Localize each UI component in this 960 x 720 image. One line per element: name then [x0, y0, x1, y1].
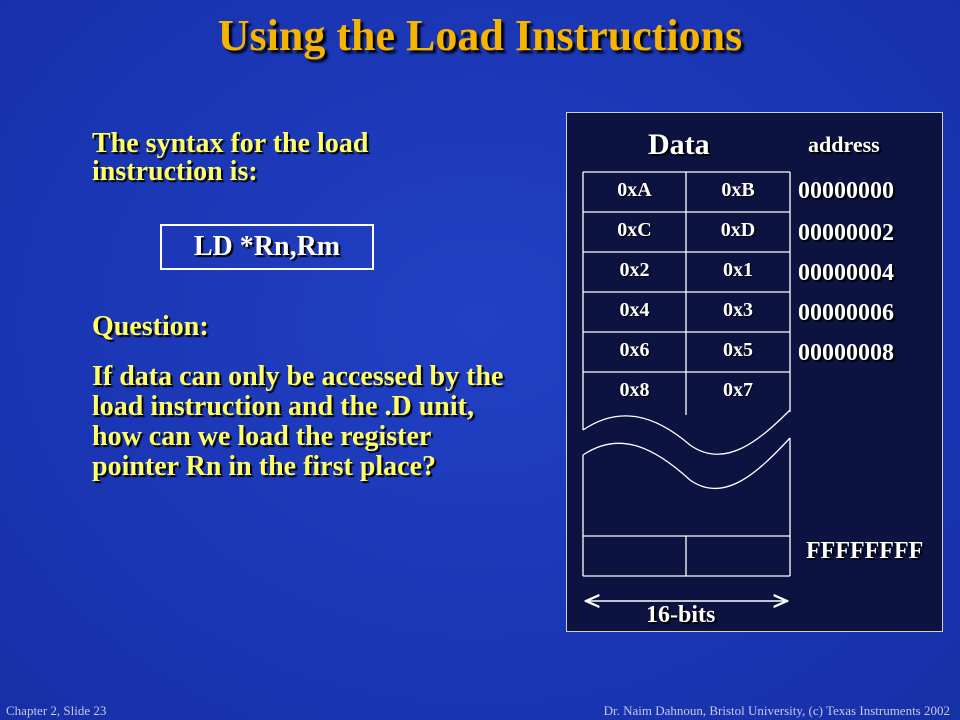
memory-address: 00000006 [798, 300, 894, 326]
memory-address: 00000002 [798, 220, 894, 246]
memory-cell-high-byte: 0xA [617, 179, 652, 201]
memory-cell-low-byte: 0x3 [723, 299, 753, 321]
memory-address: 00000000 [798, 178, 894, 204]
memory-cell-low-byte: 0x7 [723, 379, 753, 401]
memory-cell-low-byte: 0x5 [723, 339, 753, 361]
last-memory-address: FFFFFFFF [806, 538, 924, 564]
memory-cell-low-byte: 0x1 [723, 259, 753, 281]
memory-cell-low-byte: 0xB [721, 179, 755, 201]
memory-cell-high-byte: 0xC [617, 219, 652, 241]
question-label: Question: [92, 311, 209, 342]
slide-number: Chapter 2, Slide 23 [6, 703, 107, 718]
bit-width-label: 16-bits [646, 602, 716, 628]
memory-address: 00000008 [798, 340, 894, 366]
data-column-label: Data [648, 128, 710, 161]
memory-cell-low-byte: 0xD [720, 219, 756, 241]
slide-credit: Dr. Naim Dahnoun, Bristol University, (c) Texas Instruments 2002 [603, 703, 950, 718]
code-example-box: LD *Rn,Rm [160, 224, 374, 270]
memory-cell-high-byte: 0x2 [619, 259, 650, 281]
question-line: load instruction and the .D unit, [92, 391, 474, 422]
memory-cell-high-byte: 0x4 [619, 299, 650, 321]
address-column-label: address [808, 132, 880, 157]
question-line: how can we load the register [92, 421, 432, 452]
syntax-line-1: The syntax for the load [92, 128, 369, 159]
question-line: If data can only be accessed by the [92, 361, 504, 392]
question-line: pointer Rn in the first place? [92, 451, 437, 482]
slide-title: Using the Load Instructions [217, 11, 743, 60]
memory-address: 00000004 [798, 260, 894, 286]
memory-cell-high-byte: 0x8 [619, 379, 650, 401]
syntax-line-2: instruction is: [92, 156, 258, 187]
memory-cell-high-byte: 0x6 [619, 339, 650, 361]
